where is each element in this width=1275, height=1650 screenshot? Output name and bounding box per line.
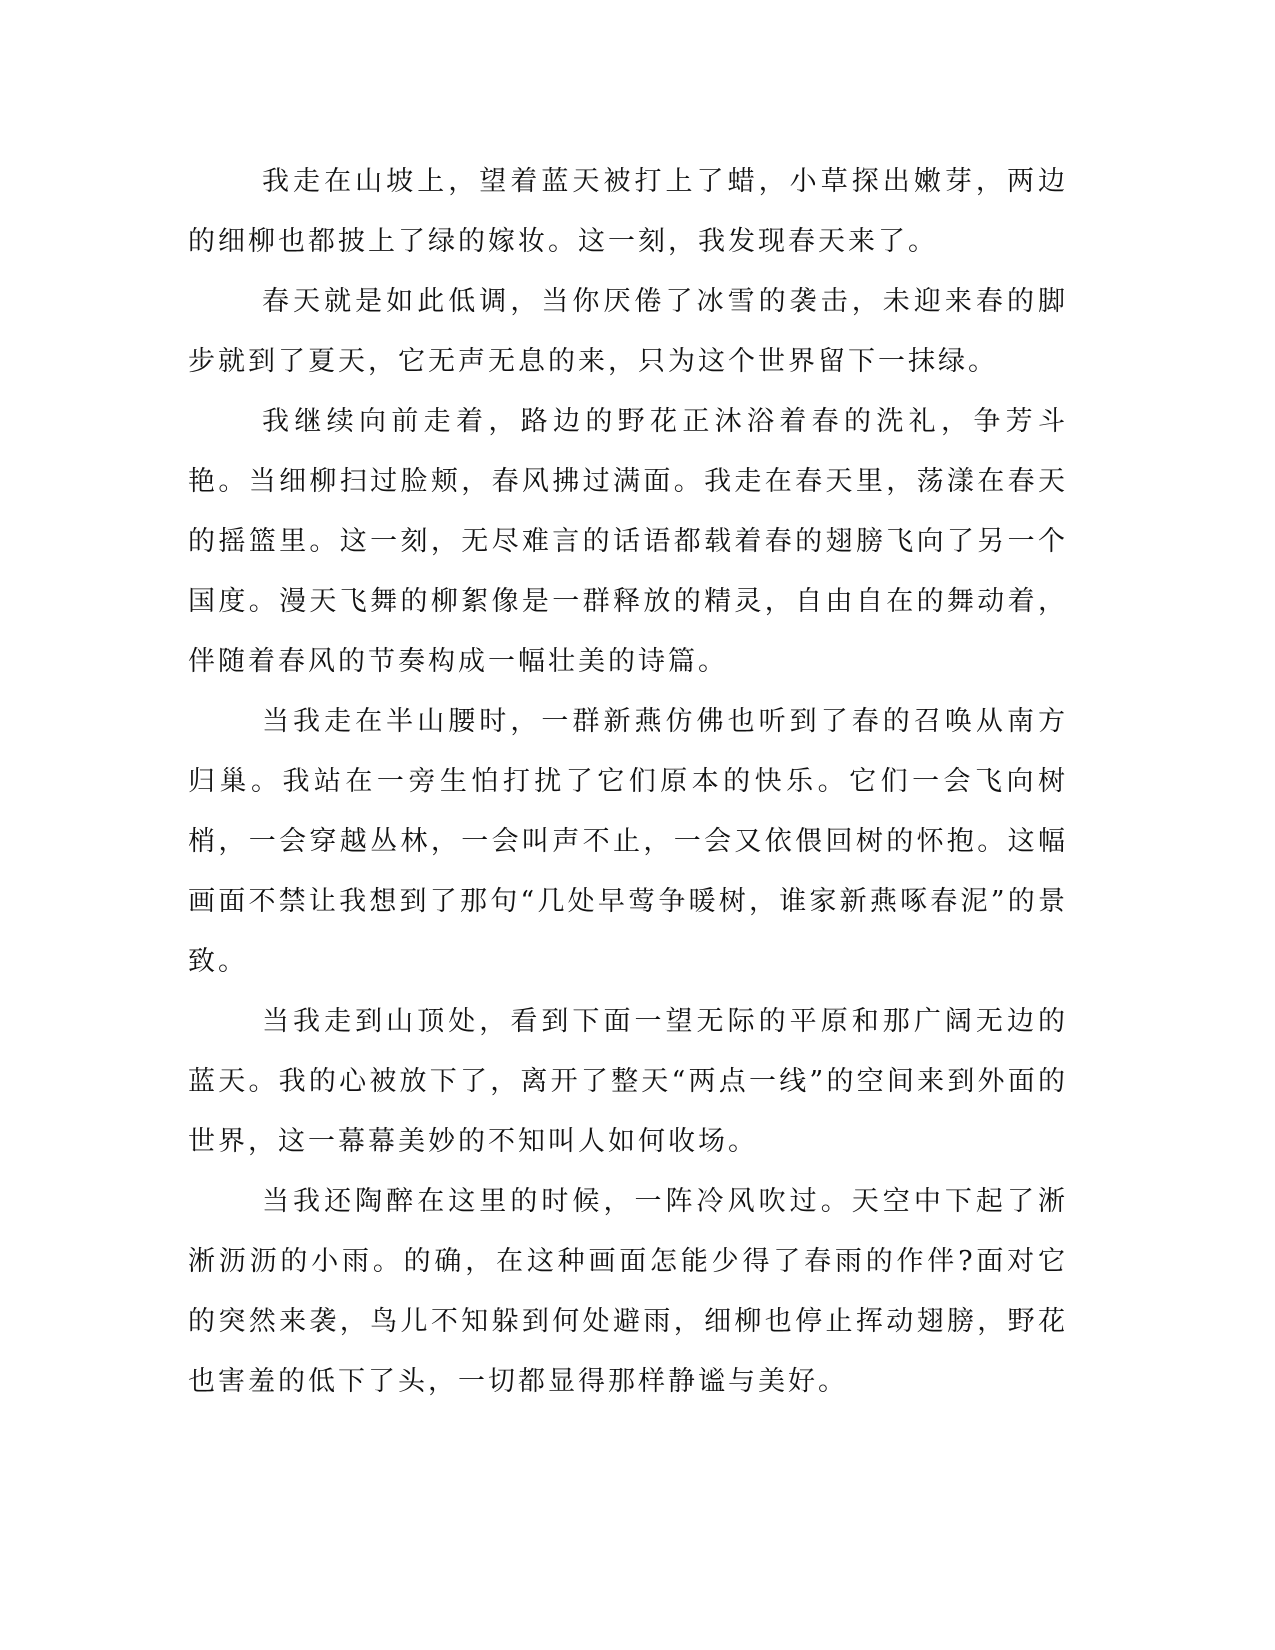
- paragraph-3: 我继续向前走着，路边的野花正沐浴着春的洗礼，争芳斗艳。当细柳扫过脸颊，春风拂过满面。我走在春天里，荡漾在春天的摇篮里。这一刻，无尽难言的话语都载着春的翅膀飞向了另一个国度。漫天飞舞的柳絮像是一群释放的精灵，自由自在的舞动着，伴随着春风的节奏构成一幅壮美的诗篇。: [188, 406, 1068, 677]
- paragraph-2: 春天就是如此低调，当你厌倦了冰雪的袭击，未迎来春的脚步就到了夏天，它无声无息的来，只为这个世界留下一抹绿。: [188, 286, 1068, 377]
- paragraph-4: 当我走在半山腰时，一群新燕仿佛也听到了春的召唤从南方归巢。我站在一旁生怕打扰了它们原本的快乐。它们一会飞向树梢，一会穿越丛林，一会叫声不止，一会又依偎回树的怀抱。这幅画面不禁让我想到了那句“几处早莺争暖树，谁家新燕啄春泥”的景致。: [188, 706, 1068, 977]
- paragraph-1: 我走在山坡上，望着蓝天被打上了蜡，小草探出嫩芽，两边的细柳也都披上了绿的嫁妆。这一刻，我发现春天来了。: [188, 166, 1068, 257]
- document-body: [188, 152, 1068, 1412]
- paragraph-6: 当我还陶醉在这里的时候，一阵冷风吹过。天空中下起了淅淅沥沥的小雨。的确，在这种画面怎能少得了春雨的作伴?面对它的突然来袭，鸟儿不知躲到何处避雨，细柳也停止挥动翅膀，野花也害羞的低下了头，一切都显得那样静谧与美好。: [188, 1186, 1068, 1397]
- paragraph-5: 当我走到山顶处，看到下面一望无际的平原和那广阔无边的蓝天。我的心被放下了，离开了整天“两点一线”的空间来到外面的世界，这一幕幕美妙的不知叫人如何收场。: [188, 1006, 1068, 1157]
